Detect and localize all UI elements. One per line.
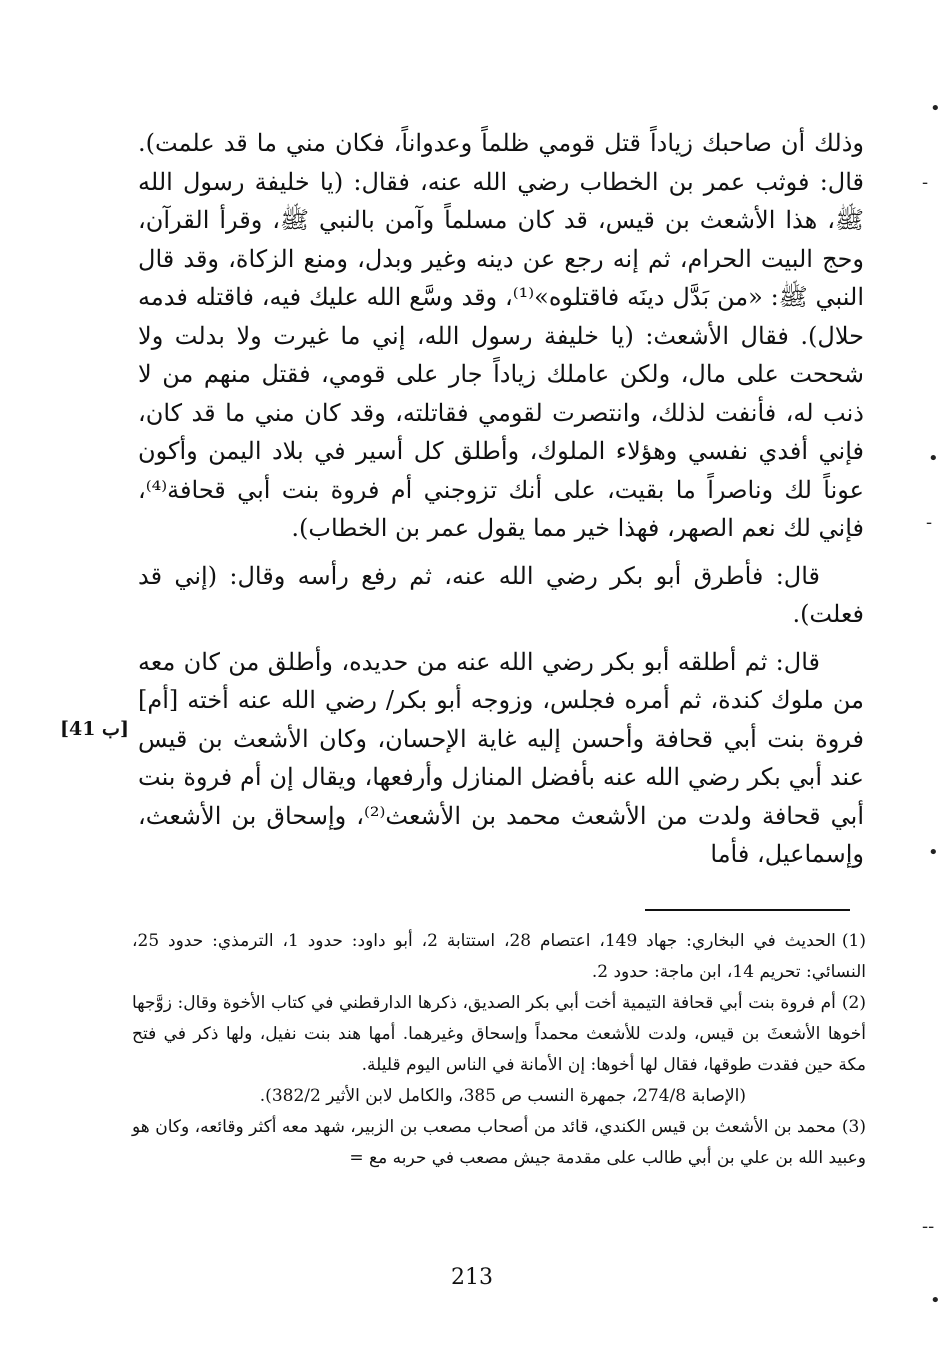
footnote-separator (645, 909, 850, 911)
footnote-text: الحديث في البخاري: جهاد 149، اعتصام 28، استتابة 2، أبو داود: حدود 1، الترمذي: حدود 25، النسائي: تحريم 14، ابن ماجة: حدود 2. (132, 931, 866, 982)
footnote-2-sources (132, 1081, 866, 1112)
paragraph-3: قال: ثم أطلقه أبو بكر رضي الله عنه من حديده، وأطلق من كان معه من ملوك كندة، ثم أمره فجلس، وزوجه أبو بكر/ رضي الله عنه أخته [أم] فروة بنت أبي قحافة وأحسن إليه غاية الإحسان، وكان الأشعث بن قيس عند أبي بكر رضي الله عنه بأفضل المنازل وأرفعها، ويقال إن أم فروة بنت أبي قحافة ولدت من الأشعث محمد بن الأشعث⁽²⁾، وإسحاق بن الأشعث، وإسماعيل، فأما (138, 647, 864, 868)
footnote-3 (132, 1112, 866, 1174)
footnotes (132, 926, 866, 1174)
manuscript-folio-marker: [41 ب] (60, 718, 129, 740)
footnote-2 (132, 988, 866, 1081)
footnote-1 (132, 926, 866, 988)
paragraph-1: وذلك أن صاحبك زياداً قتل قومي ظلماً وعدواناً، فكان مني ما قد علمت). قال: فوثب عمر بن الخطاب رضي الله عنه، فقال: (يا خليفة رسول الله ﷺ، هذا الأشعث بن قيس، قد كان مسلماً وآمن بالنبي ﷺ، وقرأ القرآن، وحج البيت الحرام، ثم إنه رجع عن دينه وغير وبدل، ومنع الزكاة، وقد قال النبي ﷺ: «من بَدَّل دينَه فاقتلوه»⁽¹⁾، وقد وسَّع الله عليك فيه، فاقتله فدمه حلال). فقال الأشعث: (يا خليفة رسول الله، إني ما غيرت ولا بدلت ولا شححت على مال، ولكن عاملك زياداً جار على قومي، فقتل منهم من لا ذنب له، فأنفت لذلك، وانتصرت لقومي فقاتلته، وقد كان مني ما قد كان، فإني أفدي نفسي وهؤلاء الملوك، وأطلق كل أسير في بلاد اليمن وأكون عوناً لك وناصراً ما بقيت، على أنك تزوجني أم فروة بنت أبي قحافة⁽⁴⁾، فإني لك نعم الصهر، فهذا خير مما يقول عمر بن الخطاب). (138, 129, 865, 542)
scan-speck: - (922, 172, 929, 193)
footnote-number: (2) (841, 993, 866, 1013)
scan-speck: - (926, 512, 933, 533)
footnote-text: أم فروة بنت أبي قحافة التيمية أخت أبي بكر الصديق، ذكرها الدارقطني في كتاب الأخوة وقال: زوَّجها أخوها الأشعثَ بن قيس، ولدت للأشعث محمداً وإسحاق وغيرهما. أمها هند بنت نفيل، ولها ذكر في فتح مكة حين فقدت طوقها، فقال لها أخوها: إن الأمانة في الناس اليوم قليلة. (132, 993, 866, 1075)
footnote-number: (1) (841, 931, 866, 951)
scan-speck: • (928, 448, 939, 469)
scan-speck: • (930, 98, 941, 119)
footnote-text: (الإصابة 274/8، جمهرة النسب ص 385، والكامل لابن الأثير 382/2). (259, 1086, 746, 1106)
main-text (138, 124, 864, 874)
paragraph-2: قال: فأطرق أبو بكر رضي الله عنه، ثم رفع رأسه وقال: (إني قد فعلت). (138, 561, 864, 628)
scan-speck: • (928, 842, 939, 863)
footnote-number: (3) (841, 1117, 866, 1137)
scan-speck: -- (922, 1216, 935, 1237)
page-number: 213 (451, 1265, 493, 1290)
footnote-text: محمد بن الأشعث بن قيس الكندي، قائد من أصحاب مصعب بن الزبير، شهد معه أكثر وقائعه، وكان هو وعبيد الله بن علي بن أبي طالب على مقدمة جيش مصعب في حربه مع = (132, 1117, 866, 1168)
scan-speck: • (930, 1290, 941, 1311)
